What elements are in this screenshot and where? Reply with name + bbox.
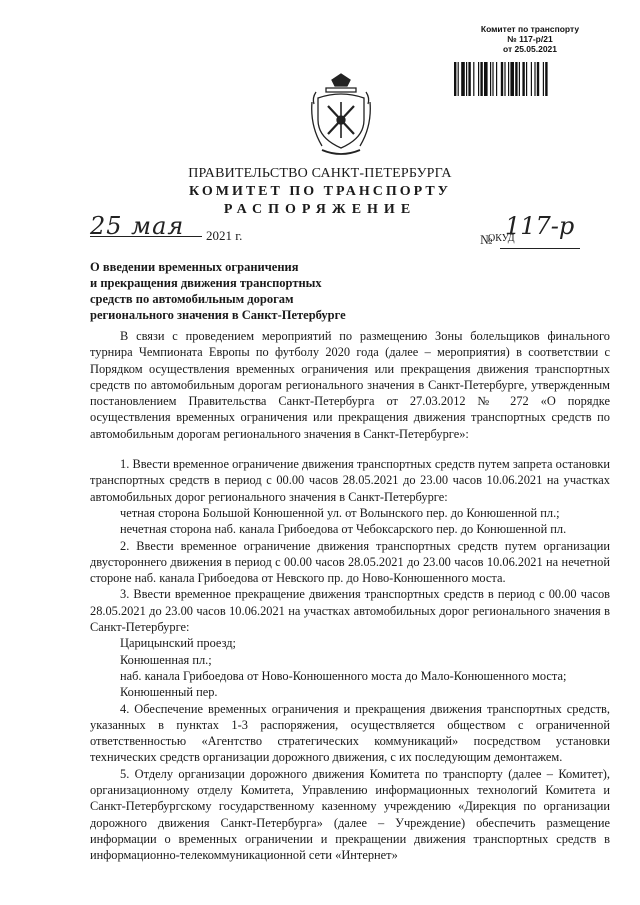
barcode-bar: [501, 62, 503, 96]
item-3-sub-b: Конюшенная пл.;: [120, 652, 212, 667]
number-handwritten: 117-р: [505, 212, 575, 240]
barcode-bar: [461, 62, 465, 96]
stamp-line-1: Комитет по транспорту: [480, 24, 580, 34]
government-heading: ПРАВИТЕЛЬСТВО САНКТ-ПЕТЕРБУРГА: [188, 166, 452, 181]
number-label: №: [480, 232, 493, 247]
barcode: [452, 62, 592, 96]
barcode-bar: [508, 62, 509, 96]
item-2: 2. Ввести временное ограничение движения транспортных средств путем организации двустороннего движения в период с 00.00 часов 28.05.2021 до 23.00 часов 10.06.2021 на нечетной стороне наб. канала Грибоедова от Невского пр. до Ново-Конюшенного моста.: [90, 538, 610, 586]
title-line: и прекращения движения транспортных: [90, 276, 322, 290]
item-3-sub-c: наб. канала Грибоедова от Ново-Конюшенного моста до Мало-Конюшенного моста;: [120, 668, 567, 683]
document-title: [90, 259, 390, 323]
barcode-bar: [478, 62, 479, 96]
date-handwritten: 25 мая: [90, 212, 185, 240]
item-5: 5. Отделу организации дорожного движения Комитета по транспорту (далее – Комитет), организационному отделу Комитета, Управлению информационных технологий Комитета и Санкт-Петербургскому государственному казенному учреждению «Дирекция по организации дорожного движения Санкт-Петербурга» (далее – Учреждение) обеспечить размещение информации о временных ограничении и прекращении движения транспортных средств в информационно-телекоммуникационной сети «Интернет»: [90, 766, 610, 863]
barcode-bar: [543, 62, 544, 96]
item-3-sub-a: Царицынский проезд;: [120, 636, 236, 651]
date-year: 2021 г.: [206, 228, 243, 243]
committee-heading: КОМИТЕТ ПО ТРАНСПОРТУ: [189, 184, 451, 199]
barcode-bar: [468, 62, 470, 96]
title-line: регионального значения в Санкт-Петербурге: [90, 308, 346, 322]
title-line: О введении временных ограничения: [90, 260, 299, 274]
okud-label: ОКУД: [488, 233, 515, 244]
preamble-paragraph: В связи с проведением мероприятий по размещению Зоны болельщиков финального турнира Чемпионата Европы по футболу 2020 года (далее – мероприятия) в соответствии с Порядком осуществления временных ограничения или прекращения движения транспортных средств по автомобильным дорогам регионального значения в Санкт-Петербурге, утвержденным постановлением Правительства Санкт-Петербурга от 27.03.2012 № 272 «О порядке осуществления временных ограничения или прекращения движения транспортных средств по автомобильным дорогам регионального значения в Санкт-Петербурге»:: [90, 329, 610, 441]
barcode-bar: [522, 62, 524, 96]
barcode-bar: [473, 62, 474, 96]
barcode-bar: [519, 62, 520, 96]
barcode-bar: [490, 62, 491, 96]
barcode-bar: [534, 62, 535, 96]
barcode-bar: [496, 62, 497, 96]
barcode-bar: [515, 62, 517, 96]
barcode-bar: [526, 62, 527, 96]
barcode-bar: [545, 62, 547, 96]
barcode-bar: [537, 62, 539, 96]
registration-stamp: [470, 24, 590, 54]
stamp-line-2: № 117-р/21: [507, 34, 553, 44]
document-body: [90, 328, 610, 864]
number-underline: [500, 248, 580, 249]
stamp-line-3: от 25.05.2021: [502, 44, 558, 54]
barcode-bar: [531, 62, 532, 96]
barcode-bar: [510, 62, 514, 96]
item-1-sub-b: нечетная сторона наб. канала Грибоедова от Чебоксарского пер. до Конюшенной пл.: [120, 522, 567, 537]
item-3-sub-d: Конюшенный пер.: [120, 685, 218, 700]
barcode-bar: [492, 62, 493, 96]
document-type-heading: РАСПОРЯЖЕНИЕ: [223, 202, 417, 217]
item-1-sub-a: четная сторона Большой Конюшенной ул. от Волынского пер. до Конюшенной пл.;: [120, 505, 560, 520]
barcode-bar: [504, 62, 505, 96]
barcode-bar: [458, 62, 459, 96]
barcode-bar: [466, 62, 467, 96]
coat-of-arms-icon: [310, 72, 372, 158]
barcode-bar: [454, 62, 456, 96]
barcode-bar: [484, 62, 488, 96]
item-1: 1. Ввести временное ограничение движения транспортных средств путем запрета остановки транспортных средств в период с 00.00 часов 28.05.2021 до 23.00 часов 10.06.2021 на участках автомобильных дорог регионального значения в Санкт-Петербурге:: [90, 457, 610, 504]
date-underline: [90, 236, 202, 237]
barcode-bar: [480, 62, 482, 96]
item-3: 3. Ввести временное прекращение движения транспортных средств в период с 00.00 часов 28.05.2021 до 23.00 часов 10.06.2021 на участках автомобильных дорог регионального значения в Санкт-Петербурге:: [90, 587, 610, 635]
title-line: средств по автомобильным дорогам: [90, 292, 294, 306]
item-4: 4. Обеспечение временных ограничения и прекращения движения транспортных средств, указанных в пунктах 1-3 распоряжения, осуществляется обществом с ограниченной ответственностью «Агентство стратегических коммуникаций» посредством установки технических средств организации дорожного движения, с их последующим демонтажем.: [90, 701, 610, 765]
